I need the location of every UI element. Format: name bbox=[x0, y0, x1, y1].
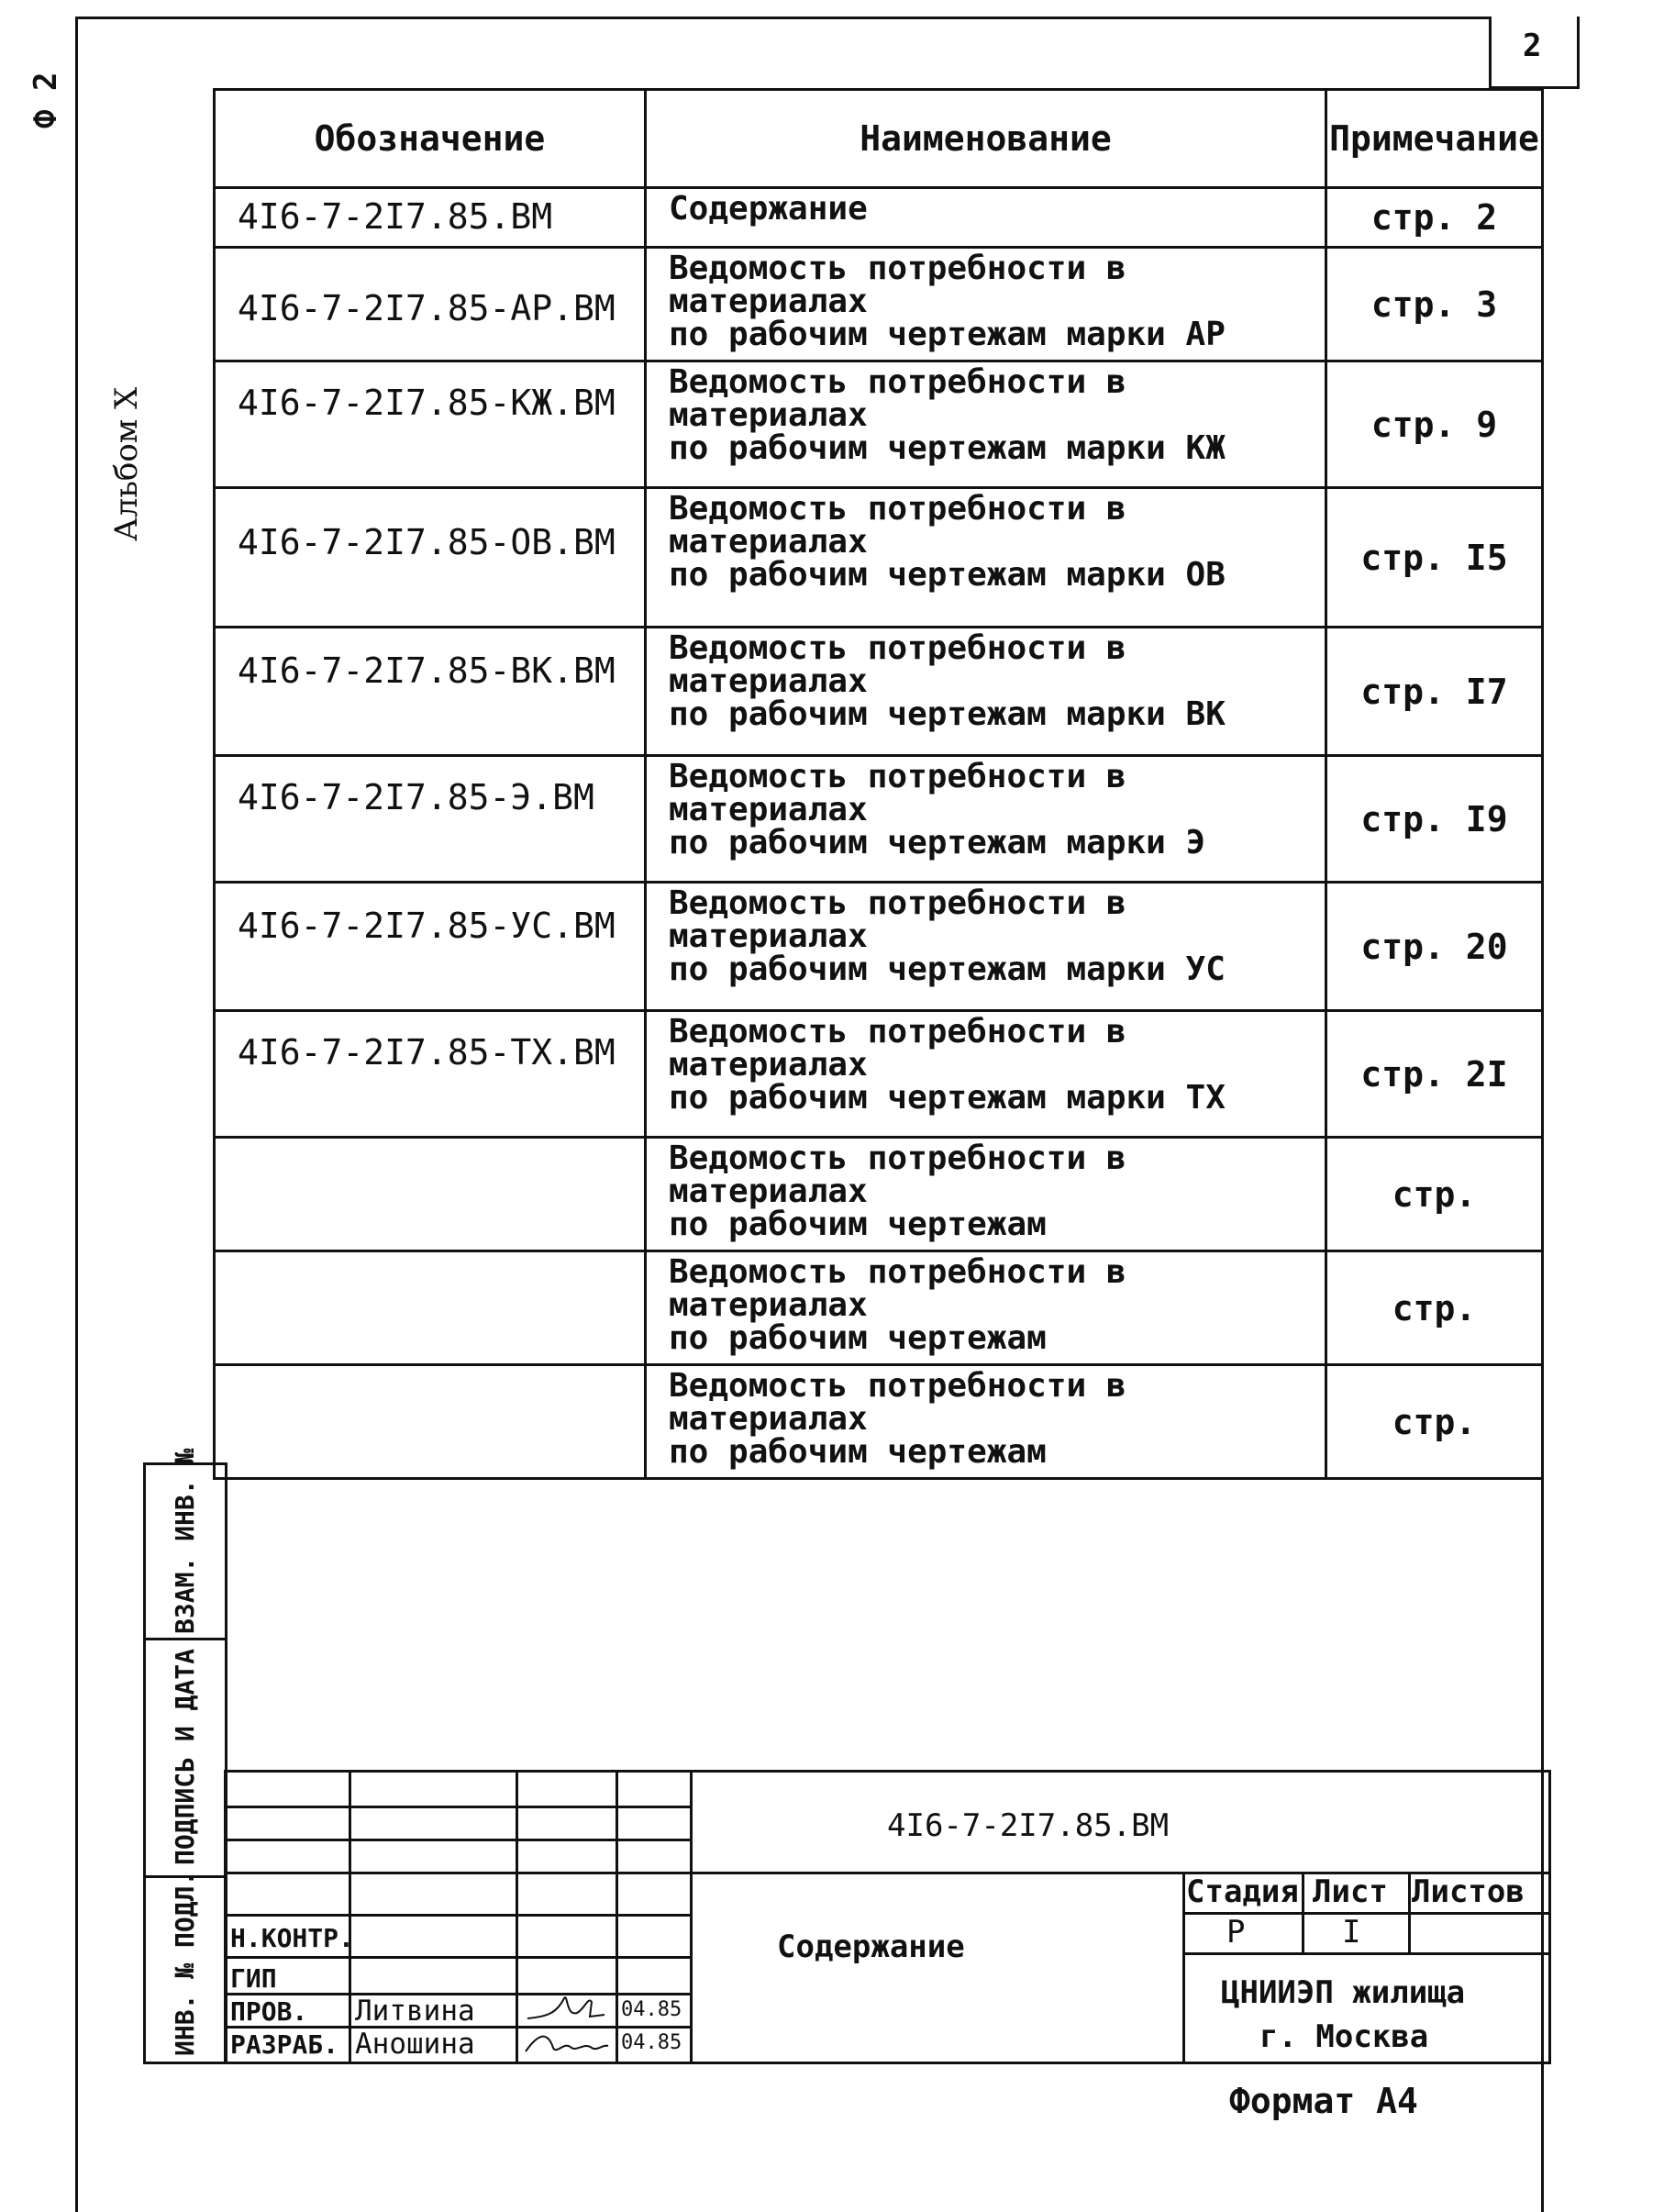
row-name: Ведомость потребности в материалах по рабочим чертежам марки ОВ bbox=[646, 488, 1326, 628]
row-name: Содержание bbox=[646, 188, 1326, 248]
inv-orig-label: ИНВ. № ПОДЛ. bbox=[170, 1870, 200, 2056]
row-note: стр. 9 bbox=[1326, 361, 1543, 488]
row-name: Ведомость потребности в материалах по рабочим чертежам bbox=[646, 1251, 1326, 1365]
album-label: Альбом X bbox=[108, 386, 145, 541]
row-name: Ведомость потребности в материалах по рабочим чертежам марки ВК bbox=[646, 628, 1326, 756]
signature-razrab bbox=[520, 2024, 612, 2061]
row-note: стр. I9 bbox=[1326, 756, 1543, 883]
stage-label: Стадия bbox=[1186, 1873, 1299, 1910]
header-designation: Обозначение bbox=[215, 90, 646, 188]
table-row bbox=[215, 628, 1543, 756]
row-note: стр. 3 bbox=[1326, 248, 1543, 361]
name-prov: Литвина bbox=[355, 1995, 475, 2028]
signature-prov bbox=[520, 1989, 612, 2026]
row-note: стр. 2 bbox=[1326, 188, 1543, 248]
table-row bbox=[215, 361, 1543, 488]
role-gip: ГИП bbox=[230, 1963, 277, 1994]
name-razrab: Аношина bbox=[355, 2028, 475, 2061]
row-code: 4I6-7-2I7.85-Э.ВМ bbox=[215, 756, 646, 883]
table-row bbox=[215, 756, 1543, 883]
row-code: 4I6-7-2I7.85.ВМ bbox=[215, 188, 646, 248]
row-name: Ведомость потребности в материалах по рабочим чертежам марки УС bbox=[646, 883, 1326, 1011]
role-razrab: РАЗРАБ. bbox=[230, 2029, 339, 2060]
row-code: 4I6-7-2I7.85-ТХ.ВМ bbox=[215, 1011, 646, 1138]
stage-value: Р bbox=[1226, 1914, 1246, 1951]
sheets-label: Листов bbox=[1412, 1873, 1525, 1910]
header-name: Наименование bbox=[646, 90, 1326, 188]
date-prov: 04.85 bbox=[621, 1998, 682, 2021]
sheet-value: I bbox=[1342, 1914, 1361, 1951]
table-row bbox=[215, 1251, 1543, 1365]
row-note: стр. I7 bbox=[1326, 628, 1543, 756]
row-code: 4I6-7-2I7.85-ОВ.ВМ bbox=[215, 488, 646, 628]
format-label: Формат А4 bbox=[1229, 2081, 1418, 2121]
table-row bbox=[215, 488, 1543, 628]
date-razrab: 04.85 bbox=[621, 2031, 682, 2054]
header-note: Примечание bbox=[1326, 90, 1543, 188]
org-name: ЦНИИЭП жилища bbox=[1221, 1974, 1466, 2011]
table-row bbox=[215, 883, 1543, 1011]
row-note: стр. bbox=[1326, 1138, 1543, 1251]
role-n-kontr: Н.КОНТР. bbox=[230, 1923, 354, 1953]
row-note: стр. 20 bbox=[1326, 883, 1543, 1011]
row-code: 4I6-7-2I7.85-КЖ.ВМ bbox=[215, 361, 646, 488]
table-row bbox=[215, 248, 1543, 361]
sign-date-label: ПОДПИСЬ И ДАТА bbox=[170, 1648, 200, 1865]
row-note: стр. I5 bbox=[1326, 488, 1543, 628]
vzam-inv-label: ВЗАМ. ИНВ. № bbox=[170, 1448, 200, 1634]
row-note: стр. bbox=[1326, 1251, 1543, 1365]
table-row bbox=[215, 1011, 1543, 1138]
row-code: 4I6-7-2I7.85-АР.ВМ bbox=[215, 248, 646, 361]
sheet-number: 2 bbox=[1523, 28, 1542, 64]
title-block bbox=[224, 1770, 1551, 2064]
row-code: 4I6-7-2I7.85-УС.ВМ bbox=[215, 883, 646, 1011]
role-prov: ПРОВ. bbox=[230, 1996, 308, 2027]
row-code bbox=[215, 1251, 646, 1365]
sheet-title: Содержание bbox=[777, 1929, 965, 1965]
sheet-label: Лист bbox=[1313, 1873, 1388, 1910]
side-code: Ф 2 bbox=[28, 72, 64, 128]
row-name: Ведомость потребности в материалах по рабочим чертежам марки КЖ bbox=[646, 361, 1326, 488]
table-row bbox=[215, 188, 1543, 248]
row-name: Ведомость потребности в материалах по рабочим чертежам марки ТХ bbox=[646, 1011, 1326, 1138]
table-row bbox=[215, 1138, 1543, 1251]
row-name: Ведомость потребности в материалах по рабочим чертежам марки Э bbox=[646, 756, 1326, 883]
row-name: Ведомость потребности в материалах по рабочим чертежам марки АР bbox=[646, 248, 1326, 361]
row-code bbox=[215, 1365, 646, 1479]
org-city: г. Москва bbox=[1259, 2018, 1429, 2055]
table-header-row bbox=[215, 90, 1543, 188]
doc-code: 4I6-7-2I7.85.ВМ bbox=[887, 1807, 1170, 1844]
side-stamp bbox=[143, 1448, 227, 2064]
row-code: 4I6-7-2I7.85-ВК.ВМ bbox=[215, 628, 646, 756]
row-code bbox=[215, 1138, 646, 1251]
row-name: Ведомость потребности в материалах по рабочим чертежам bbox=[646, 1365, 1326, 1479]
table-row bbox=[215, 1365, 1543, 1479]
row-note: стр. bbox=[1326, 1365, 1543, 1479]
row-name: Ведомость потребности в материалах по рабочим чертежам bbox=[646, 1138, 1326, 1251]
contents-table bbox=[213, 88, 1544, 1480]
row-note: стр. 2I bbox=[1326, 1011, 1543, 1138]
